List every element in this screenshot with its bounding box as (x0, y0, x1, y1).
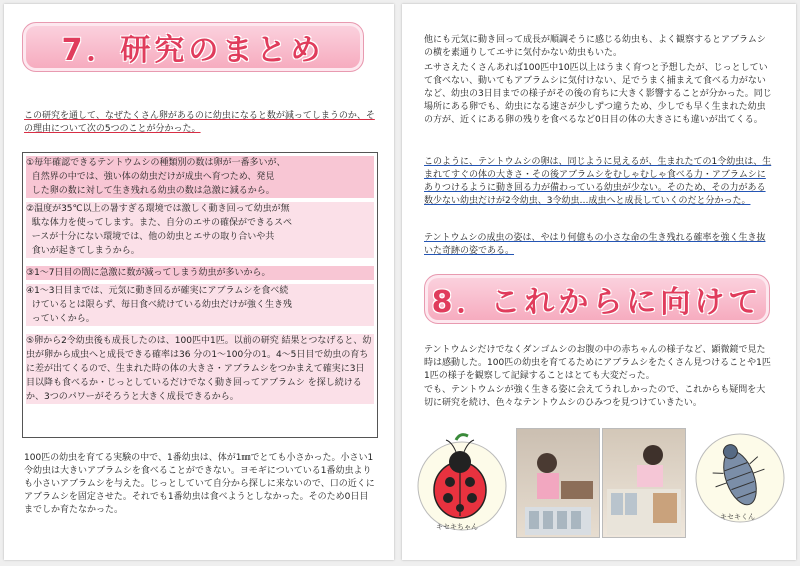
paragraph-1: 他にも元気に動き回って成長が順調そうに感じる幼虫も、よく観察するとアブラムシの横を素通りしてエサに気付かない幼虫もいた。 (424, 35, 766, 58)
left-page (4, 4, 394, 560)
section-7-heading (22, 22, 364, 72)
paragraph-5: テントウムシだけでなくダンゴムシのお腹の中の赤ちゃんの様子など、顕微鏡で見た時は感動した。100匹の幼虫を育てるためにアブラムシをたくさん見つけることや1匹1匹の様子を観察して記録することはとても大変だった。 (424, 345, 771, 381)
summary-intro: この研究を通して、なぜたくさん卵があるのに幼虫になると数が減ってしまうのか、その理由について次の5つのことが分かった。 (24, 111, 375, 134)
section-8-heading (424, 274, 770, 324)
caption-kisekichan: キセキちゃん (436, 523, 478, 531)
finding-5: ⑤卵から2令幼虫後も成長したのは、100匹中1匹。以前の研究 結果とつなげると、幼虫が卵から成虫へと成長できる確率は36 分の1～100分の1。4～5日目で幼虫の育ちに差が出てくるので、生まれた時の体の大きさ・アブラムシをつかまえて確実に3日 目以降も食べるか・じっとしているだけでなく動き回ってアブラムシ を探し続けるか、3つのパワーがそろうと大きく成長できるから。 (26, 334, 374, 404)
photo-child-with-containers (516, 428, 600, 538)
right-page (402, 4, 796, 560)
section-8-title: 8．これからに向けて (431, 285, 763, 320)
paragraph-4: テントウムシの成虫の姿は、やはり何億もの小さな命の生き残れる確率を強く生き抜いた奇跡の姿である。 (424, 233, 766, 256)
finding-1: ①毎年確認できるテントウムシの種類別の数は卵が一番多いが、 自然界の中では、強い体の幼虫だけが成虫へ育つため、発見 した卵の数に対して生き残れる幼虫の数は急激に減るから。 (26, 156, 374, 198)
paragraph-6: でも、テントウムシが強く生きる姿に会えてうれしかったので、これからも疑問を大切に研究を続け、色々なテントウムシのひみつを見つけていきたい。 (424, 385, 766, 408)
finding-4: ④1～3日目までは、元気に動き回るが確実にアブラムシを食べ続 けているとは限らず、毎日食べ続けている幼虫だけが強く生き残 っていくから。 (26, 284, 374, 326)
finding-2: ②温度が35℃以上の暑すぎる環境では激しく動き回って幼虫が無 駄な体力を使ってします。また、自分のエサの確保ができるスペ ースが十分にない環境では、他の幼虫とエサの取り合いや共 食いが起きてしまうから。 (26, 202, 374, 258)
paragraph-3: このように、テントウムシの卵は、同じように見えるが、生まれたての1令幼虫は、生まれてすぐの体の大きさ・その後アブラムシをむしゃむしゃ食べる力・アブラムシにありつけるように動き回る力が備わっている幼虫が少ない。そのため、その力がある数少ない幼虫だけが2令幼虫、3令幼虫…成虫へと成長していくのだと分かった。 (424, 157, 772, 206)
bottom-paragraph: 100匹の幼虫を育てる実験の中で、1番幼虫は、体が1㎜でとても小さかった。小さい1令幼虫は大きいアブラムシを食べることができない。ヨモギについている1番幼虫よりも小さいアブラムシを与えた。じっとしていて自分から探しに来ないので、口の近くにアブラムシを固定させた。それでも1番幼虫は食べようとしなかった。そのため0日目までしか育たなかった。 (24, 453, 375, 515)
paragraph-2: エサさえたくさんあれば100匹中10匹以上はうまく育つと予想したが、じっとしていて食べない、動いてもアブラムシに気付けない、足でうまく捕まえて食べる力がないなど、幼虫の3日目までの様子がその後の育ちに大きく影響することが分かった。同じ場所にある卵でも、幼虫になる速さが少しずつ違うため、少しでも早く生まれた幼虫の方が、近くにある卵の残りを食べるなど0日目の体の大きさにも違いが出てくる。 (424, 63, 772, 125)
photo-child-writing (602, 428, 686, 538)
section-7-title: 7．研究のまとめ (61, 33, 325, 68)
caption-kisekikun: キセキくん (720, 513, 755, 521)
finding-3: ③1～7日目の間に急激に数が減ってしまう幼虫が多いから。 (26, 266, 374, 280)
